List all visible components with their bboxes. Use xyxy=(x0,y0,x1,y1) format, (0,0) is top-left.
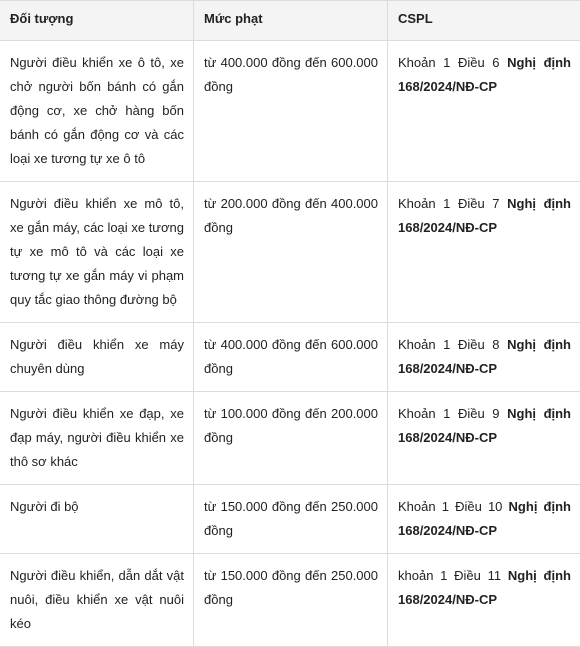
table-row xyxy=(0,323,580,392)
subject-cell: Người điều khiển xe máy chuyên dùng xyxy=(0,323,194,392)
decree-link[interactable]: Nghị định 168/2024/NĐ-CP xyxy=(398,196,571,235)
penalty-cell: từ 400.000 đồng đến 600.000 đồng xyxy=(194,323,388,392)
legal-basis-cell xyxy=(388,182,580,323)
clause-text: Khoản 1 Điều 6 xyxy=(398,55,507,70)
penalty-cell: từ 100.000 đồng đến 200.000 đồng xyxy=(194,392,388,485)
clause-text: Khoản 1 Điều 7 xyxy=(398,196,507,211)
penalty-cell: từ 150.000 đồng đến 250.000 đồng xyxy=(194,485,388,554)
table-row xyxy=(0,485,580,554)
penalty-cell: từ 400.000 đồng đến 600.000 đồng xyxy=(194,41,388,182)
decree-link[interactable]: Nghị định 168/2024/NĐ-CP xyxy=(398,55,571,94)
decree-link[interactable]: Nghị định 168/2024/NĐ-CP xyxy=(398,568,571,607)
decree-link[interactable]: Nghị định 168/2024/NĐ-CP xyxy=(398,499,571,538)
subject-cell: Người đi bộ xyxy=(0,485,194,554)
legal-basis-cell xyxy=(388,41,580,182)
subject-cell: Người điều khiển xe mô tô, xe gắn máy, các loại xe tương tự xe mô tô và các loại xe tương tự xe gắn máy vi phạm quy tắc giao thông đường bộ xyxy=(0,182,194,323)
header-penalty: Mức phạt xyxy=(194,1,388,41)
legal-basis-cell xyxy=(388,392,580,485)
subject-cell: Người điều khiển xe ô tô, xe chở người bốn bánh có gắn động cơ, xe chở hàng bốn bánh có gắn động cơ và các loại xe tương tự xe ô tô xyxy=(0,41,194,182)
legal-basis-cell xyxy=(388,323,580,392)
decree-link[interactable]: Nghị định 168/2024/NĐ-CP xyxy=(398,406,571,445)
table-row xyxy=(0,41,580,182)
subject-cell: Người điều khiển, dẫn dắt vật nuôi, điều khiển xe vật nuôi kéo xyxy=(0,554,194,647)
table-header-row xyxy=(0,1,580,41)
penalty-cell: từ 200.000 đồng đến 400.000 đồng xyxy=(194,182,388,323)
table-row xyxy=(0,554,580,647)
clause-text: khoản 1 Điều 11 xyxy=(398,568,508,583)
decree-link[interactable]: Nghị định 168/2024/NĐ-CP xyxy=(398,337,571,376)
clause-text: Khoản 1 Điều 10 xyxy=(398,499,509,514)
clause-text: Khoản 1 Điều 9 xyxy=(398,406,507,421)
subject-cell: Người điều khiển xe đạp, xe đạp máy, người điều khiển xe thô sơ khác xyxy=(0,392,194,485)
header-legal-basis: CSPL xyxy=(388,1,580,41)
clause-text: Khoản 1 Điều 8 xyxy=(398,337,507,352)
table-row xyxy=(0,182,580,323)
legal-basis-cell xyxy=(388,554,580,647)
table-row xyxy=(0,392,580,485)
header-subject: Đối tượng xyxy=(0,1,194,41)
legal-basis-cell xyxy=(388,485,580,554)
penalty-cell: từ 150.000 đồng đến 250.000 đồng xyxy=(194,554,388,647)
